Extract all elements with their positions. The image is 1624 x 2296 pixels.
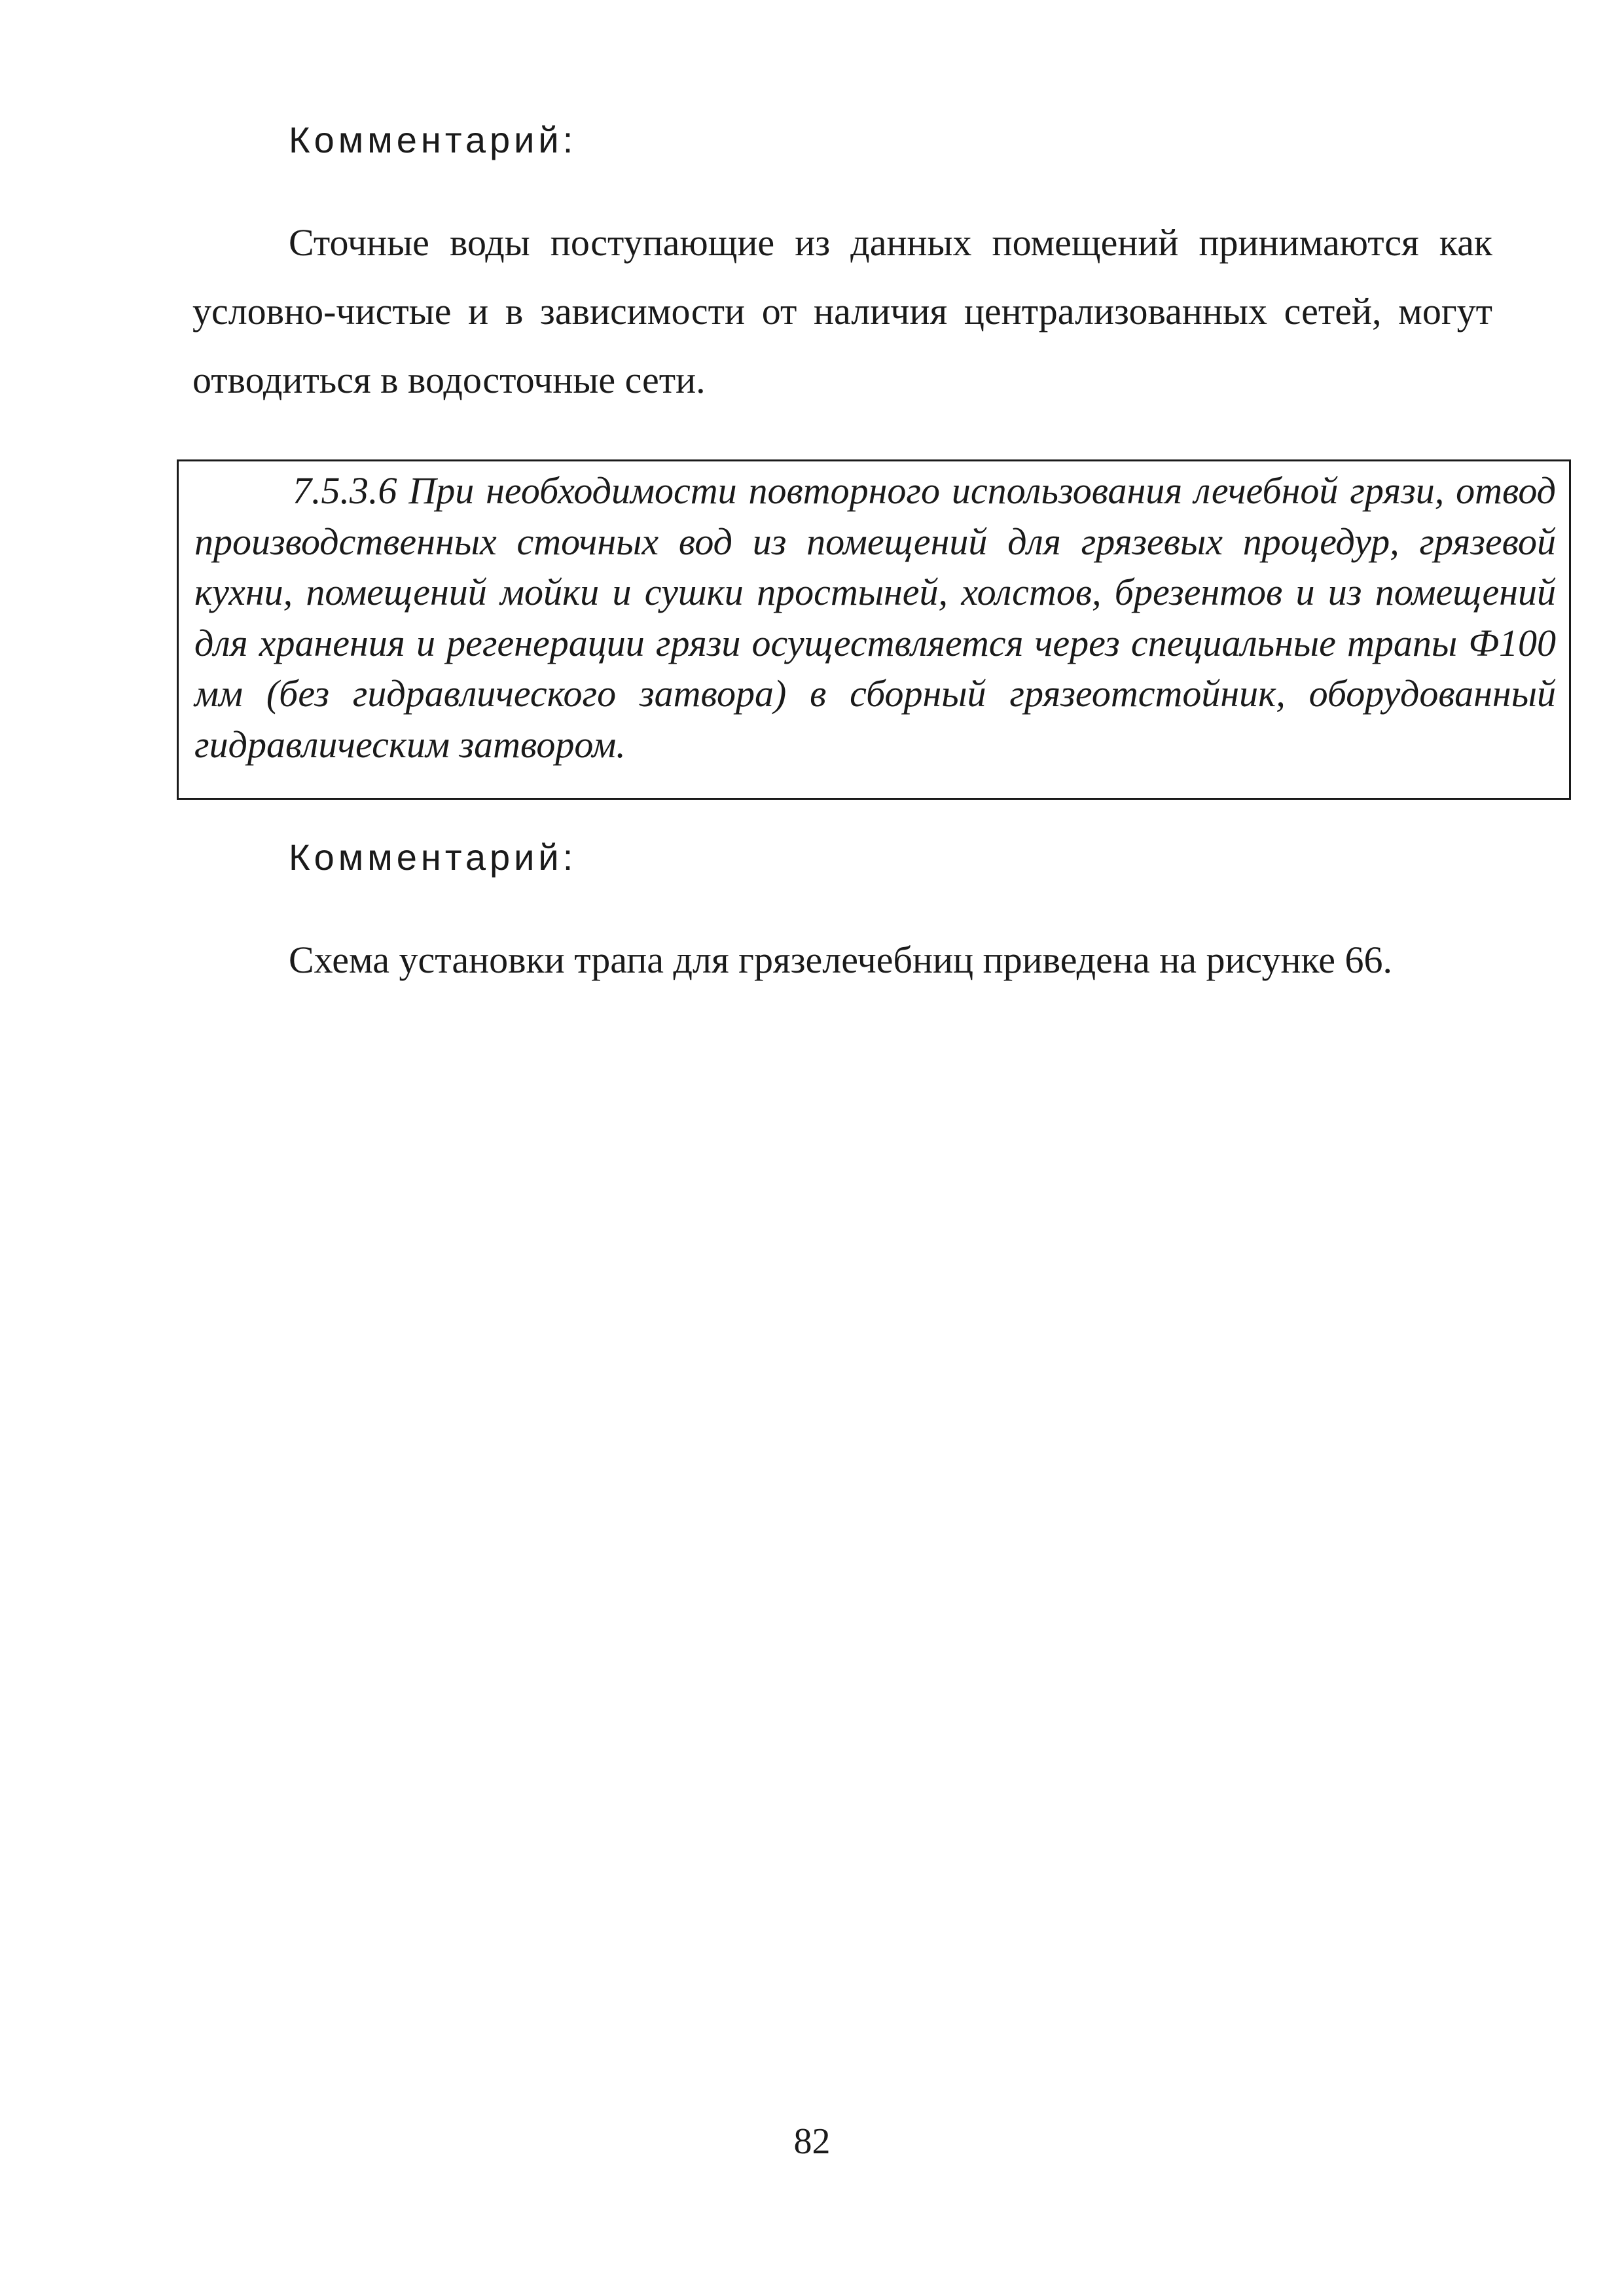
wastewater-paragraph: Сточные воды поступающие из данных помещений принимаются как условно-чистые и в зависимости от наличия централизованных сетей, могут отводиться в водосточные сети. [192, 221, 1492, 401]
comment-heading: Комментарий: [289, 119, 577, 160]
comment-heading: Комментарий: [289, 836, 577, 878]
norm-clause-text: 7.5.3.6 При необходимости повторного использования лечебной грязи, отвод производственных сточных вод из помещений для грязевых процедур, грязевой кухни, помещений мойки и сушки простыней, холстов, брезентов и из помещений для хранения и регенерации грязи осуществляется через специальные трапы Ф100 мм (без гидравлического затвора) в сборный грязеотстойник, оборудованный гидравлическим затвором. [194, 469, 1556, 766]
page-number: 82 [793, 2121, 831, 2162]
norm-clause-box [177, 459, 1571, 800]
figure-reference-paragraph: Схема установки трапа для грязелечебниц приведена на рисунке 66. [289, 939, 1393, 981]
